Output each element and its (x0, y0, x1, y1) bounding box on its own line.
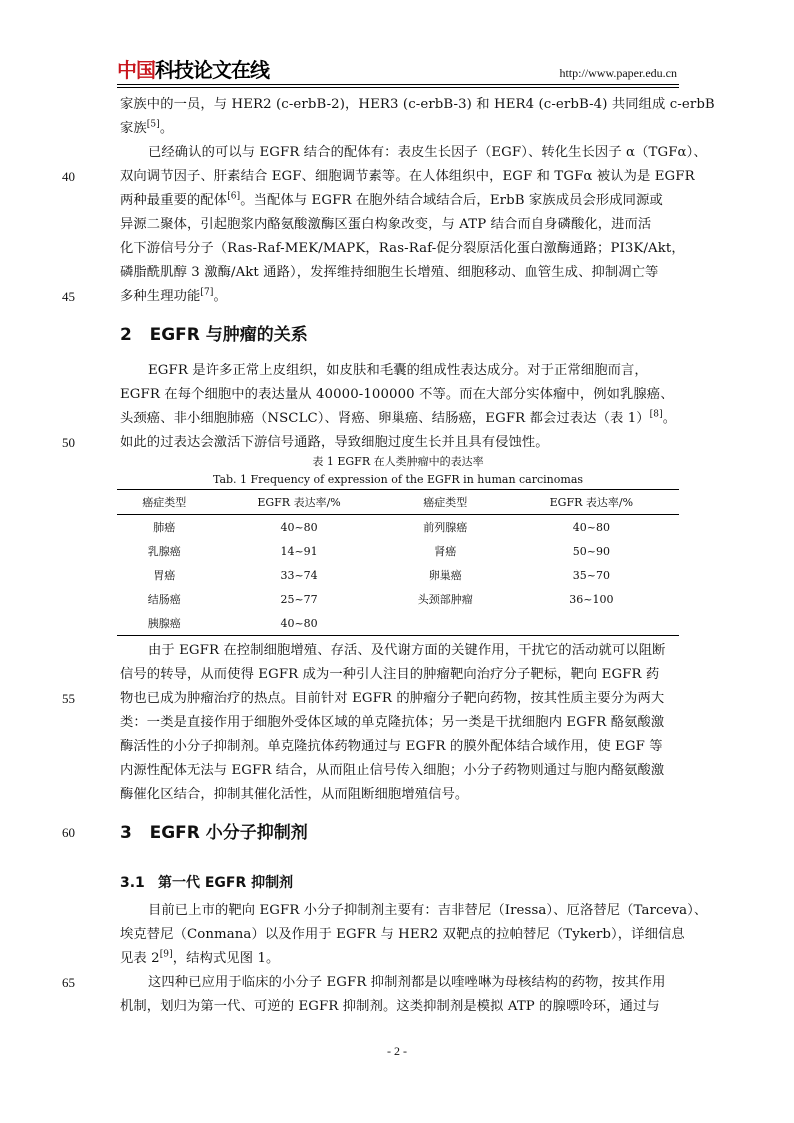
table-cell: 40~80 (280, 520, 318, 534)
citation[interactable]: [7] (200, 287, 214, 298)
body-line: 埃克替尼（Conmana）以及作用于 EGFR 与 HER2 双靶点的拉帕替尼（Tykerb），详细信息 (120, 927, 685, 942)
body-line: 物也已成为肿瘤治疗的热点。目前针对 EGFR 的肿瘤分子靶向药物，按其性质主要分为两大 (120, 691, 665, 706)
table-cell (504, 611, 679, 636)
table-cell (387, 611, 504, 636)
line-number: 45 (62, 289, 75, 304)
expression-table (117, 489, 679, 636)
body-line: 见表 2[9]，结构式见图 1。 (120, 949, 280, 966)
body-line: 头颈癌、非小细胞肺癌（NSCLC）、肾癌、卵巢癌、结肠癌，EGFR 都会过表达（表 1）[8]。 (120, 409, 677, 426)
table-row (117, 587, 679, 611)
table-cell: 50~90 (572, 544, 610, 558)
citation[interactable]: [8] (649, 409, 663, 420)
table-cell: 胰腺癌 (147, 617, 181, 630)
body-line: 化下游信号分子（Ras-Raf-MEK/MAPK，Ras-Raf-促分裂原活化蛋白激酶通路；PI3K/Akt， (120, 241, 685, 256)
section-heading: 2 EGFR 与肿瘤的关系 (120, 325, 308, 345)
body-line: 已经确认的可以与 EGFR 结合的配体有：表皮生长因子（EGF）、转化生长因子 α（TGFα）、 (148, 145, 707, 160)
column-header: EGFR 表达率/% (504, 490, 679, 515)
body-line: 双向调节因子、肝素结合 EGF、细胞调节素等。在人体组织中，EGF 和 TGFα 被认为是 EGFR (120, 169, 695, 184)
column-header: EGFR 表达率/% (211, 490, 386, 515)
body-line: 家族[5]。 (120, 119, 174, 136)
column-header: 癌症类型 (387, 490, 504, 515)
body-line: 信号的转导，从而使得 EGFR 成为一种引人注目的肿瘤靶向治疗分子靶标，靶向 EGFR 药 (120, 667, 660, 682)
table-cell: 胃癌 (153, 569, 176, 582)
table-cell: 36~100 (569, 592, 614, 606)
table-cell: 33~74 (280, 568, 318, 582)
table-cell: 14~91 (280, 544, 318, 558)
table-header-row (117, 490, 679, 515)
citation[interactable]: [5] (146, 119, 160, 130)
body-line: 目前已上市的靶向 EGFR 小分子抑制剂主要有：吉非替尼（Iressa）、厄洛替尼（Tarceva）、 (148, 903, 708, 918)
table-row (117, 515, 679, 540)
page-number: - 2 - (387, 1044, 407, 1058)
table-caption-cn: 表 1 EGFR 在人类肿瘤中的表达率 (312, 455, 484, 468)
citation[interactable]: [9] (159, 949, 173, 960)
table-row (117, 539, 679, 563)
table-cell: 前列腺癌 (423, 521, 468, 534)
body-line: EGFR 在每个细胞中的表达量从 40000-100000 不等。而在大部分实体瘤中，例如乳腺癌、 (120, 387, 674, 402)
body-line: 家族中的一员，与 HER2 (c-erbB-2)，HER3 (c-erbB-3) 和 HER4 (c-erbB-4) 共同组成 c-erbB (120, 97, 715, 112)
citation[interactable]: [6] (227, 191, 241, 202)
header-url[interactable]: http://www.paper.edu.cn (559, 66, 677, 80)
column-header: 癌症类型 (117, 490, 211, 515)
line-number: 65 (62, 975, 75, 990)
body-line: 酶活性的小分子抑制剂。单克隆抗体药物通过与 EGFR 的膜外配体结合域作用，使 EGF 等 (120, 739, 663, 754)
header-rule (117, 84, 679, 85)
table-cell: 头颈部肿瘤 (417, 593, 473, 606)
header-rule-thin (117, 87, 679, 88)
table-cell: 卵巢癌 (428, 569, 462, 582)
body-line: EGFR 是许多正常上皮组织，如皮肤和毛囊的组成性表达成分。对于正常细胞而言， (148, 363, 648, 378)
body-line: 内源性配体无法与 EGFR 结合，从而阻止信号传入细胞；小分子药物则通过与胞内酪氨酸激 (120, 763, 665, 778)
table-cell: 结肠癌 (147, 593, 181, 606)
body-line: 这四种已应用于临床的小分子 EGFR 抑制剂都是以喹唑啉为母核结构的药物，按其作用 (148, 975, 666, 990)
line-number: 50 (62, 435, 75, 450)
body-line: 多种生理功能[7]。 (120, 287, 227, 304)
table-caption-en: Tab. 1 Frequency of expression of the EGFR in human carcinomas (212, 473, 584, 486)
table-row (117, 563, 679, 587)
table-cell: 35~70 (572, 568, 610, 582)
line-number: 55 (62, 691, 75, 706)
table-cell: 25~77 (280, 592, 318, 606)
body-line: 两种最重要的配体[6]。当配体与 EGFR 在胞外结合域结合后，ErbB 家族成员会形成同源或 (120, 191, 663, 208)
body-line: 由于 EGFR 在控制细胞增殖、存活、及代谢方面的关键作用，干扰它的活动就可以阻断 (148, 643, 666, 658)
body-line: 如此的过表达会激活下游信号通路，导致细胞过度生长并且具有侵蚀性。 (120, 435, 549, 450)
body-line: 磷脂酰肌醇 3 激酶/Akt 通路），发挥维持细胞生长增殖、细胞移动、血管生成、抑制凋亡等 (120, 265, 659, 280)
table-cell: 乳腺癌 (147, 545, 181, 558)
journal-logo: 中国科技论文在线 (117, 58, 269, 82)
table-cell: 肾癌 (434, 545, 457, 558)
body-line: 异源二聚体，引起胞浆内酪氨酸激酶区蛋白构象改变，与 ATP 结合而自身磷酸化，进而活 (120, 217, 652, 232)
subsection-heading: 3.1 第一代 EGFR 抑制剂 (120, 875, 294, 891)
line-number: 60 (62, 825, 75, 840)
section-heading: 3 EGFR 小分子抑制剂 (120, 823, 308, 843)
body-line: 机制，划归为第一代、可逆的 EGFR 抑制剂。这类抑制剂是模拟 ATP 的腺嘌呤环，通过与 (120, 999, 660, 1014)
page-header (117, 58, 677, 84)
body-line: 酶催化区结合，抑制其催化活性，从而阻断细胞增殖信号。 (120, 787, 469, 802)
table-cell: 40~80 (572, 520, 610, 534)
body-line: 类：一类是直接作用于细胞外受体区域的单克隆抗体；另一类是干扰细胞内 EGFR 酪氨酸激 (120, 715, 665, 730)
line-number: 40 (62, 169, 75, 184)
table-cell: 40~80 (280, 616, 318, 630)
table-row (117, 611, 679, 636)
table-cell: 肺癌 (153, 521, 176, 534)
